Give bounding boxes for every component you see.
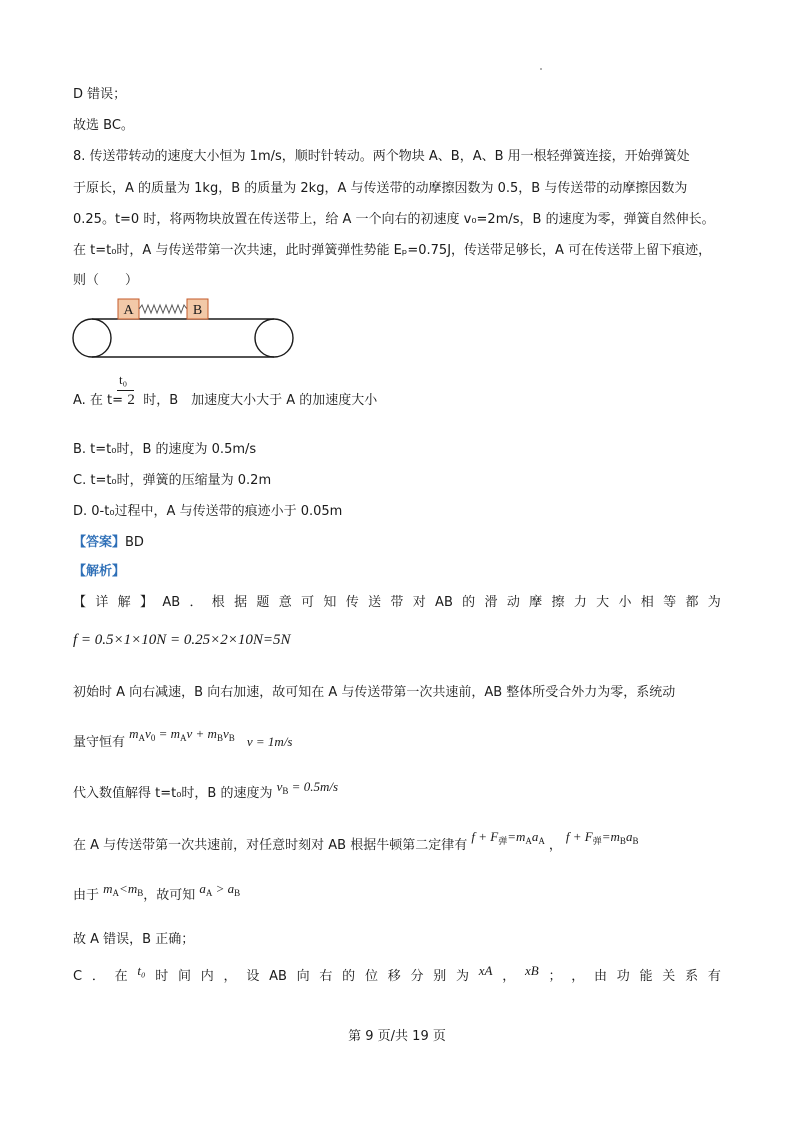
option-a-prefix: A. 在 t= [73,393,124,408]
velocity-eq: v = 1m/s [246,734,293,749]
question-line-5: 则（ ） [73,273,139,288]
option-a [73,391,377,410]
p7-char: 内 [200,969,214,984]
p7-char: 移 [387,969,401,984]
detail-char: 据 [234,595,248,610]
block-a-label: A [123,303,134,318]
p7-char: 能 [639,969,653,984]
p7-char: ， [223,969,237,984]
p7-char: 别 [433,969,447,984]
page-footer: 第 9 页/共 19 页 [348,1029,446,1044]
detail-char: AB [435,595,453,610]
vb-eq: $v_B = 0.5m/s$ [276,779,339,796]
detail-char: 滑 [484,595,498,610]
detail-char: 等 [663,595,677,610]
p7-char: 分 [410,969,424,984]
p7-char: 关 [662,969,676,984]
detail-char: 解 [117,595,131,610]
solution-p4-text: 在 A 与传送带第一次共速前，对任意时刻对 AB 根据牛顿第二定律有 [73,838,468,853]
p7-char: 有 [707,969,721,984]
p7-char: xB [525,963,539,978]
p7-char: 在 [114,969,128,984]
detail-char: 【 [73,595,87,610]
prev-choose: 故选 BC。 [73,118,134,133]
left-roller [73,319,111,357]
detail-char: 意 [278,595,292,610]
solution-p1: 初始时 A 向右减速，B 向右加速，故可知在 A 与传送带第一次共速前，AB 整体所受合外力为零，系统动 [73,685,676,700]
answer-value: BD [125,535,144,550]
p7-char: 位 [364,969,378,984]
p7-char: 由 [594,969,608,984]
p7-char: 右 [319,969,333,984]
detail-char: 大 [596,595,610,610]
detail-char: 动 [506,595,520,610]
conveyor-belt [73,319,293,357]
question-line-4: 在 t=t₀时，A 与传送带第一次共速，此时弹簧弹性势能 Eₚ=0.75J，传送带足够长，A 可在传送带上留下痕迹， [73,243,712,258]
solution-p3-text: 代入数值解得 t=t₀时，B 的速度为 [73,786,273,801]
detail-line [73,594,721,612]
p7-char: 为 [456,969,470,984]
detail-char: 都 [685,595,699,610]
block-b-label: B [192,303,203,318]
detail-char: 详 [95,595,109,610]
question-line-1: 8. 传送带转动的速度大小恒为 1m/s，顺时针转动。两个物块 A、B，A、B 用一根轻弹簧连接，开始弹簧处 [73,149,690,164]
accel-compare: $a_A > a_B$ [199,881,241,898]
conveyor-figure [70,296,300,362]
detail-char: 题 [256,595,270,610]
newton-eq-a: $f + F_弹=m_Aa_A$ [471,829,545,846]
p7-char: AB [269,969,287,984]
answer-tag: 【答案】 [73,535,126,550]
solution-p2 [73,726,293,755]
option-a-frac-den: 2 [127,392,135,408]
analysis-tag: 【解析】 [73,564,126,579]
detail-char: ． [189,595,203,610]
scan-dot [540,68,542,70]
p7-char: 设 [246,969,260,984]
p7-char: 时 [155,969,169,984]
solution-p2-text: 量守恒有 [73,735,126,750]
p7-char: xA [478,963,493,978]
p7-char: 的 [342,969,356,984]
option-d: D. 0-t₀过程中，A 与传送带的痕迹小于 0.05m [73,504,343,519]
option-b: B. t=t₀时，B 的速度为 0.5m/s [73,442,257,457]
option-a-suffix: 时，B 加速度大小大于 A 的加速度大小 [139,393,378,408]
detail-char: 知 [323,595,337,610]
detail-char: 擦 [551,595,565,610]
option-a-frac-num: t₀ [119,372,128,387]
solution-p5-text1: 由于 [73,888,100,903]
solution-p6: 故 A 错误，B 正确； [73,932,195,947]
detail-char: AB [162,595,181,610]
detail-char: 对 [412,595,426,610]
detail-char: 可 [301,595,315,610]
question-line-2: 于原长，A 的质量为 1kg，B 的质量为 2kg，A 与传送带的动摩擦因数为 0.5，B 与传送带的动摩擦因数为 [73,181,688,196]
p7-char: t₀ [137,963,146,978]
detail-char: 送 [368,595,382,610]
right-roller [255,319,293,357]
p7-char: C [73,969,83,984]
momentum-eq: $m_Av_0 = m_Av + m_Bv_B$ [129,726,235,743]
detail-char: 力 [573,595,587,610]
question-line-3: 0.25。t=0 时，将两物块放置在传送带上，给 A 一个向右的初速度 v₀=2m/s，B 的速度为零，弹簧自然伸长。 [73,212,715,227]
detail-char: 摩 [529,595,543,610]
solution-p5 [73,881,241,908]
detail-char: 小 [618,595,632,610]
solution-p5-text2: ，故可知 [143,888,196,903]
newton-eq-b: $f + F_弹=m_Ba_B$ [565,829,639,846]
p7-char: ； [548,969,562,984]
p7-char: ． [91,969,105,984]
prev-d-wrong: D 错误； [73,87,127,102]
detail-char: 传 [345,595,359,610]
eq-friction: f = 0.5×1×10N = 0.25×2×10N=5N [73,632,291,648]
detail-char: 为 [707,595,721,610]
option-c: C. t=t₀时，弹簧的压缩量为 0.2m [73,473,272,488]
solution-p4: 在 A 与传送带第一次共速前，对任意时刻对 AB 根据牛顿第二定律有 $f + F_弹=m_Aa_A$ ，$f + F_弹=m_Ba_B$ [73,829,639,853]
detail-char: 】 [139,595,153,610]
answer-line [73,534,144,552]
detail-char: 的 [462,595,476,610]
detail-char: 相 [640,595,654,610]
solution-p3 [73,779,339,806]
detail-char: 带 [390,595,404,610]
mass-compare: $m_A<m_B$ [103,881,144,898]
spring [139,305,187,313]
p7-char: ， [502,969,516,984]
detail-char: 根 [211,595,225,610]
p7-char: ， [571,969,585,984]
solution-p7 [73,963,721,986]
p7-char: 功 [616,969,630,984]
p7-char: 间 [178,969,192,984]
p7-char: 系 [685,969,699,984]
p7-char: 向 [296,969,310,984]
